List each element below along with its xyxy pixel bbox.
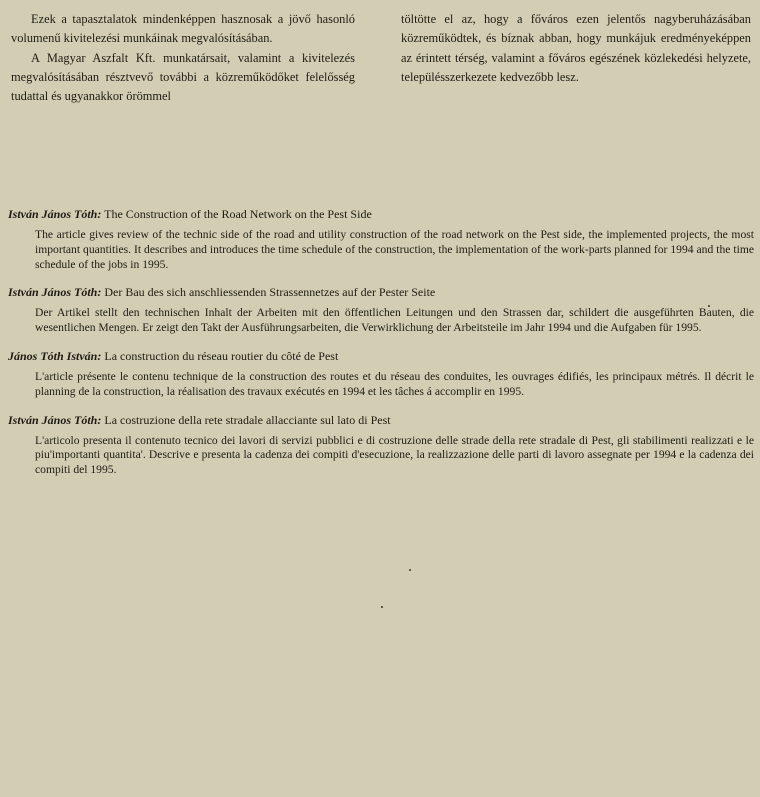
abstract-body: L'articolo presenta il contenuto tecnico dei lavori di servizi pubblici e di costruzione delle strade della rete stradale di Pest, gli stabilimenti realizzati e le piu'importanti quantita'. Descrive e presenta la cadenza dei compiti d'esecuzione, la realizzazione delle parti di lavoro assegnate per 1994 e la cadenza dei compiti del 1995.: [35, 433, 754, 477]
abstract-title: The Construction of the Road Network on the Pest Side: [101, 207, 372, 221]
abstract-english: [6, 206, 754, 272]
abstract-heading: [8, 284, 754, 300]
hungarian-paragraph-continued: töltötte el az, hogy a főváros ezen jelentős nagyberuházásában közreműködtek, és bíznak abban, hogy munkájuk eredményeképpen az érintett térség, valamint a főváros egészének közlekedési helyzete, településszerkezete kedvezőbb lesz.: [401, 12, 751, 84]
abstract-italian: [6, 412, 754, 478]
abstract-title: La costruzione della rete stradale allacciante sul lato di Pest: [101, 412, 391, 427]
abstracts-section: [6, 206, 754, 490]
abstract-title: Der Bau des sich anschliessenden Strassennetzes auf der Pester Seite: [101, 285, 436, 300]
abstract-body: Der Artikel stellt den technischen Inhalt der Arbeiten mit den öffentlichen Leitungen und den Strassen dar, schildert die ausgeführten Bauten, die wesentlichen Mengen. Er zeigt den Takt der Ausführungsarbeiten, die Verwirklichung der Arbeitsteile im Jahr 1994 und die Aufgaben für 1995.: [35, 306, 754, 335]
abstract-heading: [8, 412, 754, 428]
scan-speck: [381, 606, 383, 608]
abstract-author: István János Tóth:: [8, 412, 102, 427]
hungarian-paragraph-1: Ezek a tapasztalatok mindenképpen hasznosak a jövő hasonló volumenű kivitelezési munkáinak megvalósításában.: [11, 12, 355, 46]
abstract-body: The article gives review of the technic side of the road and utility construction of the road network on the Pest side, the implemented projects, the most important quantities. It describes and introduces the time schedule of the construction, the implementation of the work-parts planned for 1994 and the time schedule of the jobs in 1995.: [35, 228, 754, 271]
hungarian-left-column: [11, 10, 355, 106]
hungarian-paragraph-2: A Magyar Aszfalt Kft. munkatársait, valamint a kivitelezés megvalósításában résztvevő további a közreműködőket felelősség tudattal és ugyanakkor örömmel: [11, 50, 355, 104]
abstract-heading: [8, 206, 754, 222]
scan-speck: [708, 305, 710, 307]
abstract-author: István János Tóth:: [8, 207, 102, 221]
abstract-french: [6, 348, 754, 400]
abstract-author: János Tóth István:: [8, 348, 102, 363]
scan-speck: [409, 569, 411, 571]
hungarian-right-column: [401, 10, 751, 87]
abstract-heading: [8, 348, 754, 364]
abstract-author: István János Tóth:: [8, 285, 102, 300]
abstract-title: La construction du réseau routier du côté de Pest: [101, 348, 339, 363]
abstract-body: L'article présente le contenu technique de la construction des routes et du réseau des conduites, les ouvrages édifiés, les principaux métrés. Il décrit le planning de la construction, la réalisation des travaux exécutés en 1994 et les tâches á accomplir en 1995.: [35, 369, 754, 398]
abstract-german: [6, 284, 754, 336]
